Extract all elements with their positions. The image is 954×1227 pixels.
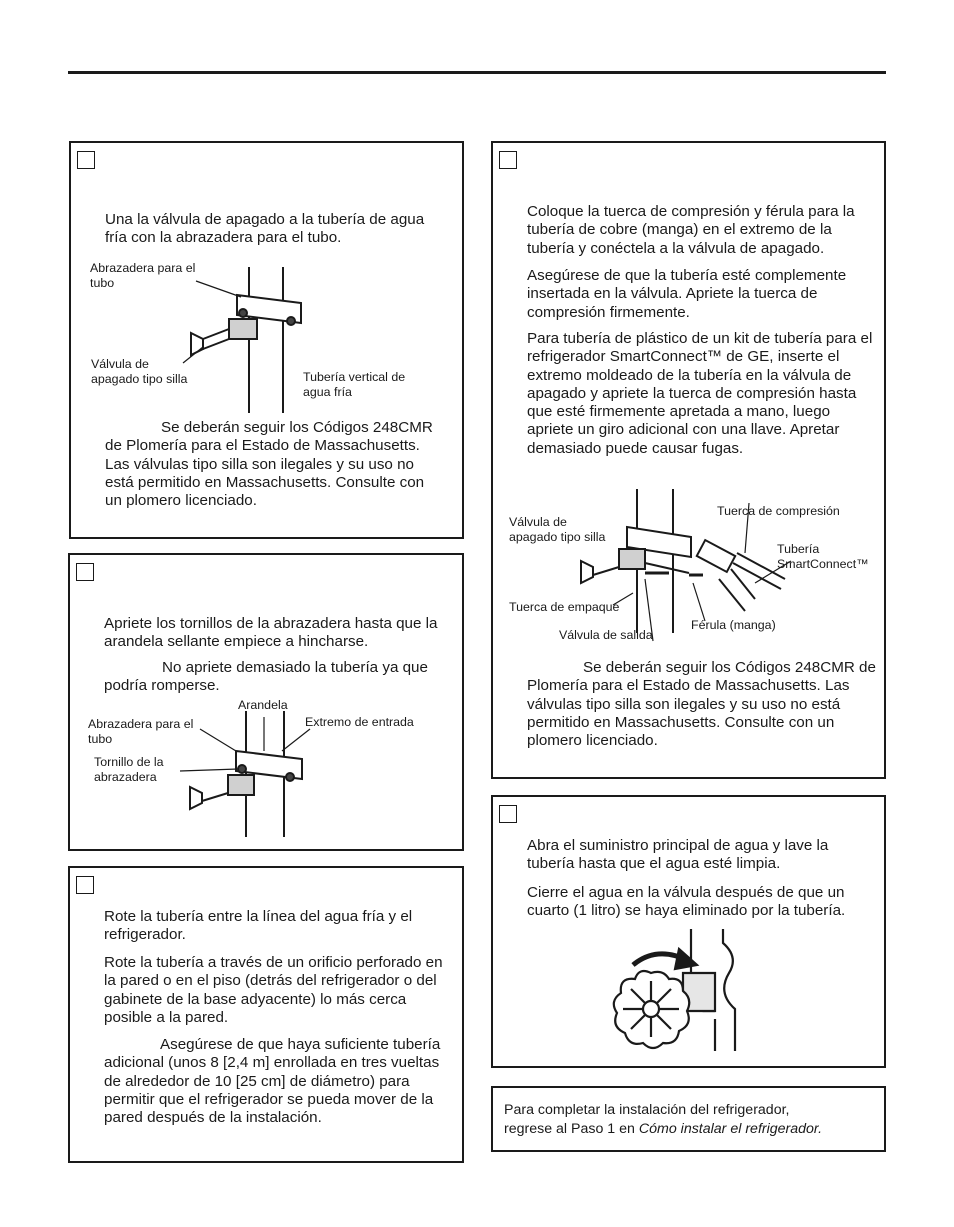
- install-guide-link[interactable]: Cómo instalar el refrigerador.: [638, 1121, 823, 1137]
- step-box-flush: [491, 795, 886, 1068]
- completion-line-2: regrese al Paso 1 en Cómo instalar el refrigerador.: [504, 1121, 823, 1137]
- label-clamp: Abrazadera para el tubo: [90, 261, 196, 290]
- step-box-route: [68, 866, 464, 1163]
- label-inlet: Extremo de entrada: [305, 715, 414, 729]
- massachusetts-note: Se deberán seguir los Códigos 248CMR de Plomería para el Estado de Massachusetts. Las válvulas tipo silla son ilegales y su uso no está permitido en Massachusetts. Consulte con un plomero licenciado.: [105, 419, 433, 510]
- label-comp-nut: Tuerca de compresión: [717, 504, 840, 518]
- massachusetts-note: Se deberán seguir los Códigos 248CMR de Plomería para el Estado de Massachusetts. Las válvulas tipo silla son ilegales y su uso no está permitido en Massachusetts. Consulte con un plomero licenciado.: [527, 659, 876, 750]
- connect-illustration: [493, 143, 888, 663]
- step-text-2: Asegúrese de que la tubería esté complemente insertada en la válvula. Apriete la tuerca de compresión firmemente.: [527, 267, 847, 321]
- step-box-saddle-valve: [69, 141, 464, 539]
- step-box-tighten: [68, 553, 464, 851]
- step-box-connect: [491, 141, 886, 779]
- label-screw: Tornillo de la abrazadera: [94, 755, 164, 784]
- label-clamp: Abrazadera para el tubo: [88, 717, 194, 746]
- label-ferrule: Férula (manga): [691, 618, 776, 632]
- completion-note-box: [491, 1086, 886, 1152]
- step-text-3: Asegúrese de que haya suficiente tubería adicional (unos 8 [2,4 m] enrollada en tres vueltas de alrededor de 10 [25 cm] de diámetro) para permitir que el refrigerador se pueda mover de la pared después de la instalación.: [104, 1036, 441, 1127]
- label-smartconnect: Tubería SmartConnect™: [777, 542, 869, 571]
- top-rule: [68, 71, 886, 74]
- label-packing-nut: Tuerca de empaque: [509, 600, 620, 614]
- label-valve: Válvula de apagado tipo silla: [91, 357, 188, 386]
- step-text-2: Rote la tubería a través de un orificio perforado en la pared o en el piso (detrás del refrigerador o del gabinete de la base adyacente) lo más cerca posible a la pared.: [104, 954, 443, 1026]
- step-text-2: Cierre el agua en la válvula después de que un cuarto (1 litro) se haya eliminado por la tubería.: [527, 884, 846, 920]
- step-text-3: Para tubería de plástico de un kit de tubería para el refrigerador SmartConnect™ de GE, inserte el extremo moldeado de la tubería en la válvula de apagado y apriete la tuerca de compresión hasta que esté firmemente apretada a mano, luego apriete un giro adicional con una llave. Apretar demasiado puede causar fugas.: [527, 330, 873, 457]
- label-pipe: Tubería vertical de agua fría: [303, 370, 406, 399]
- step-text-1: Coloque la tuerca de compresión y férula para la tubería de cobre (manga) en el extremo de la tubería y conéctela a la válvula de apagado.: [527, 203, 855, 257]
- label-valve: Válvula de apagado tipo silla: [509, 515, 606, 544]
- caution-text: No apriete demasiado la tubería ya que podría romperse.: [104, 659, 428, 695]
- completion-line-1: Para completar la instalación del refrigerador,: [504, 1102, 790, 1118]
- step-text-1: Abra el suministro principal de agua y lave la tubería hasta que el agua esté limpia.: [527, 837, 829, 873]
- valve-handle-illustration: [493, 797, 888, 1068]
- step-checkbox[interactable]: [76, 876, 94, 894]
- label-outlet: Válvula de salida: [559, 628, 653, 642]
- step-text: Apriete los tornillos de la abrazadera hasta que la arandela sellante empiece a hincharse.: [104, 615, 438, 651]
- label-washer: Arandela: [238, 698, 288, 712]
- step-text-1: Rote la tubería entre la línea del agua fría y el refrigerador.: [104, 908, 413, 944]
- step-text: Una la válvula de apagado a la tubería de agua fría con la abrazadera para el tubo.: [105, 211, 425, 247]
